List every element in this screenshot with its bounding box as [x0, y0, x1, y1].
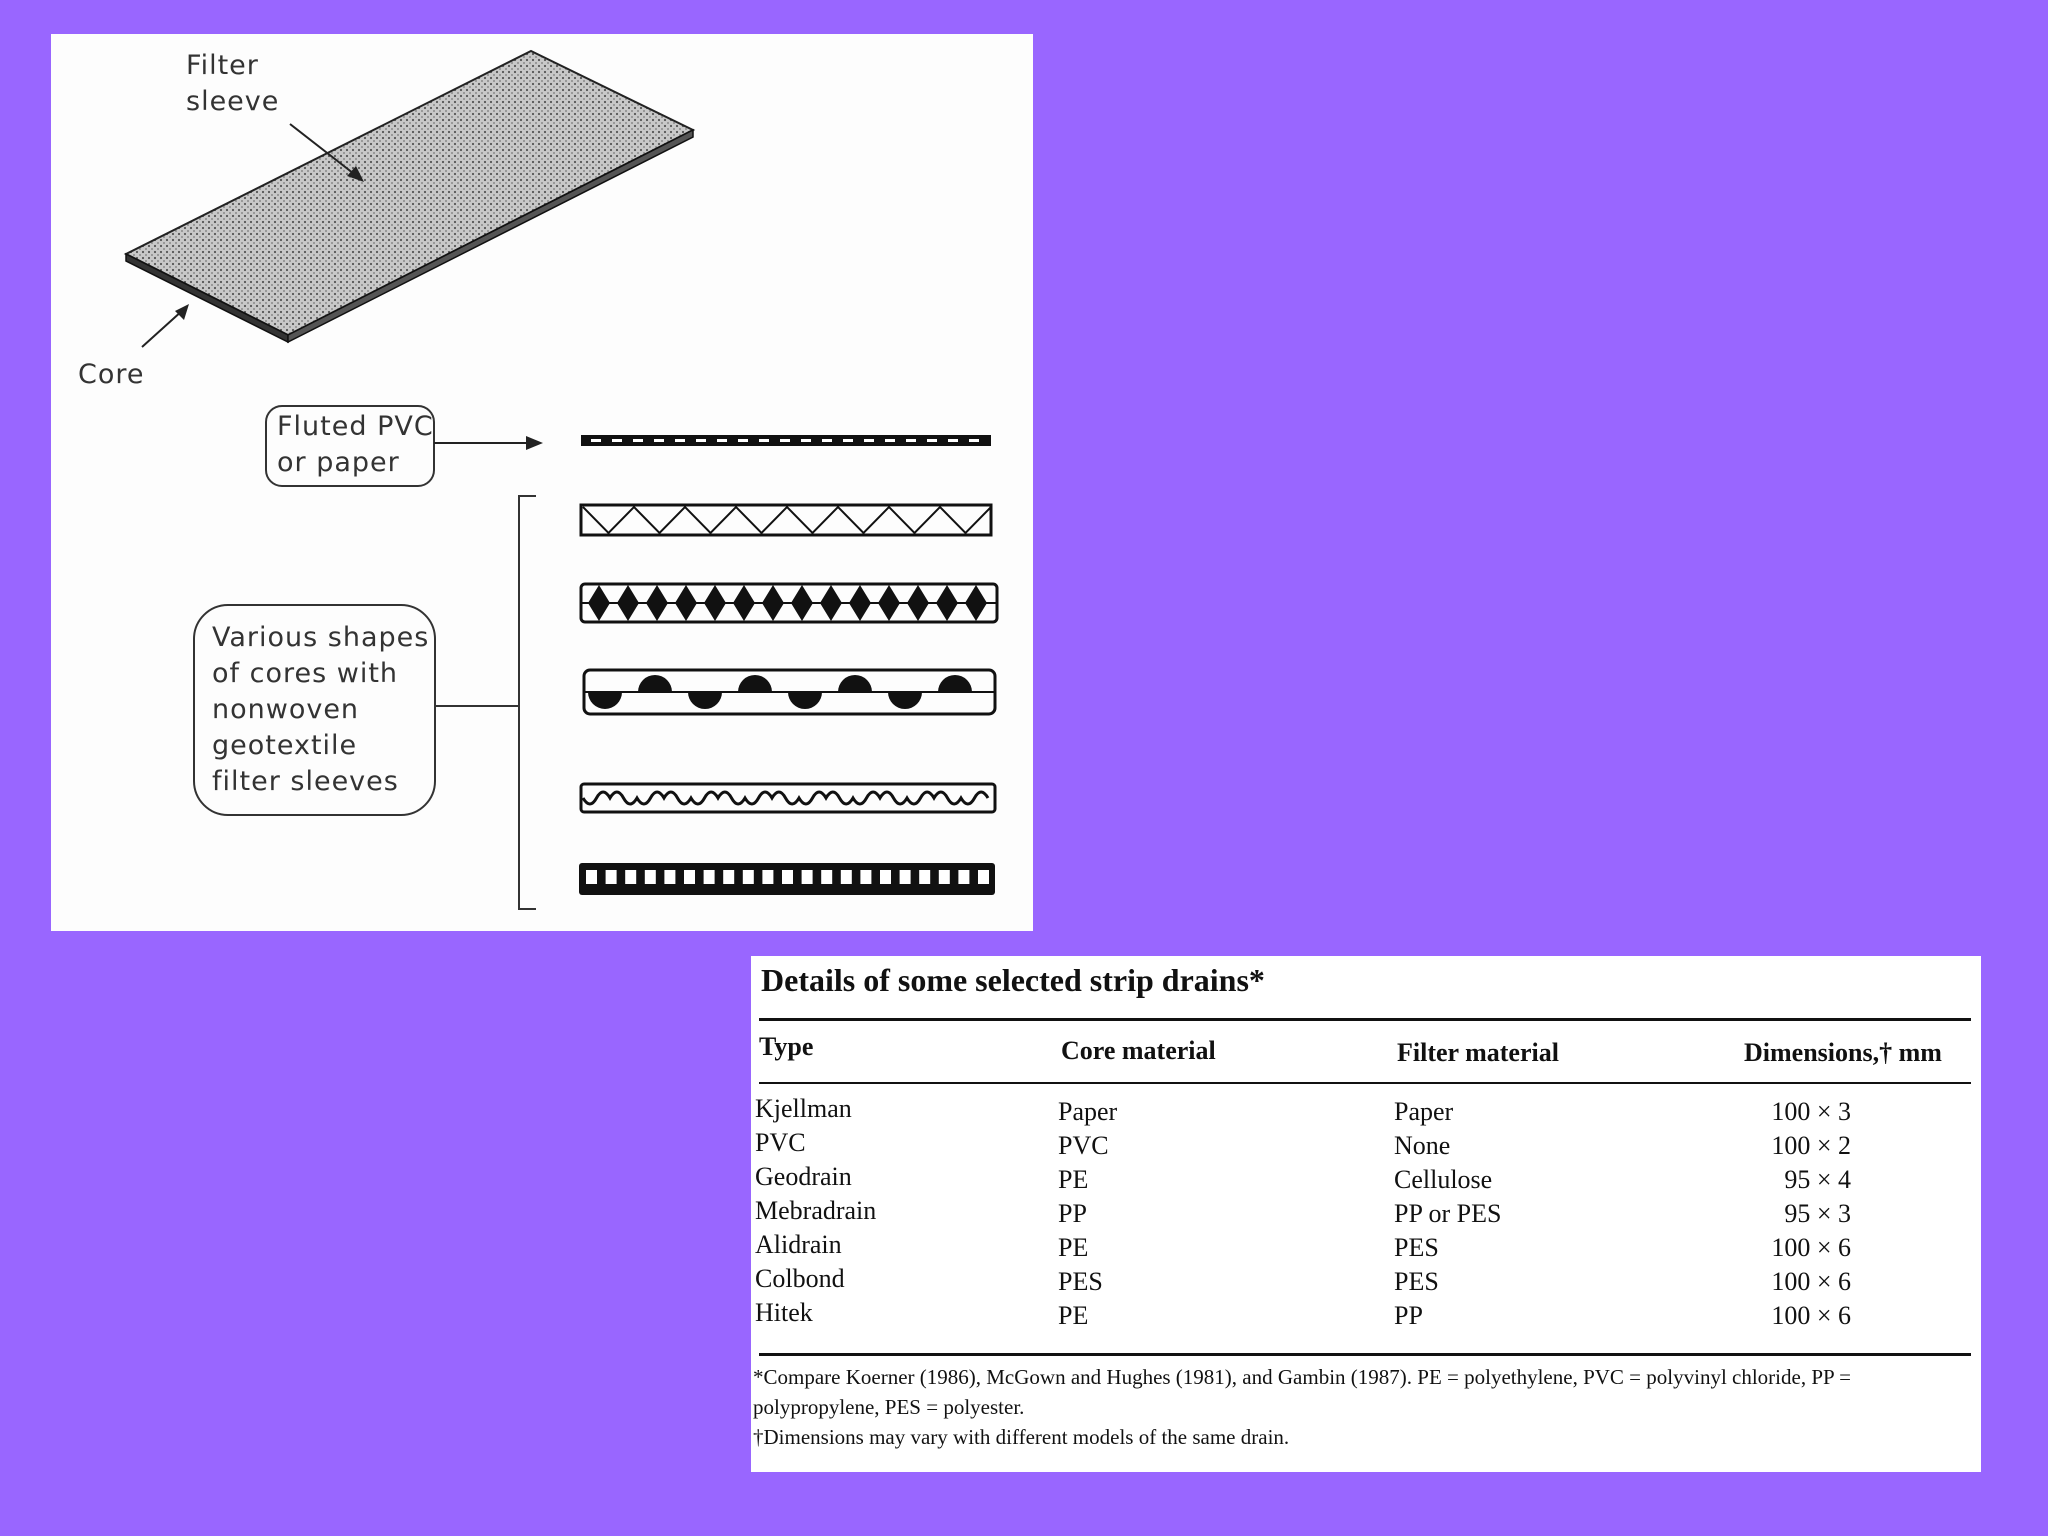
- semicircle-core-shape: [584, 670, 995, 714]
- zigzag-core-shape: [581, 505, 991, 535]
- fluted-core-shape: [581, 435, 991, 446]
- cell-dimensions: 100 × 6: [1771, 1267, 1851, 1296]
- cell-filter-material: Paper: [1394, 1097, 1454, 1126]
- table-title: Details of some selected strip drains*: [761, 962, 1265, 998]
- bottom-rule: [759, 1353, 1971, 1356]
- cell-core-material: PE: [1058, 1165, 1089, 1194]
- cell-type: Geodrain: [755, 1162, 852, 1191]
- cell-dimensions: 100 × 3: [1771, 1097, 1851, 1126]
- cell-filter-material: None: [1394, 1131, 1451, 1160]
- cell-filter-material: PES: [1394, 1267, 1439, 1296]
- strip-drain-figure: [51, 34, 1033, 931]
- cell-filter-material: PES: [1394, 1233, 1439, 1262]
- cell-dimensions: 95 × 4: [1784, 1165, 1851, 1194]
- cell-filter-material: PP or PES: [1394, 1199, 1502, 1228]
- cell-core-material: Paper: [1058, 1097, 1118, 1126]
- square-core-shape: [579, 863, 995, 895]
- strip-drain-drawing: [51, 34, 1033, 931]
- cell-dimensions: 100 × 6: [1771, 1233, 1851, 1262]
- header-rule: [759, 1082, 1971, 1084]
- core-bracket: [435, 496, 536, 909]
- cell-type: PVC: [755, 1128, 806, 1157]
- wave-core-shape: [581, 784, 995, 812]
- filter-sleeve-label: Filter sleeve: [186, 50, 280, 117]
- cell-core-material: PE: [1058, 1233, 1089, 1262]
- top-rule: [759, 1018, 1971, 1021]
- cell-filter-material: Cellulose: [1394, 1165, 1493, 1194]
- header-type: Type: [759, 1032, 814, 1061]
- fluted-arrow: [434, 436, 543, 450]
- strip-drains-table: [751, 956, 1981, 1472]
- cell-filter-material: PP: [1394, 1301, 1423, 1330]
- cell-type: Colbond: [755, 1264, 845, 1293]
- cell-type: Kjellman: [755, 1094, 852, 1123]
- cell-core-material: PES: [1058, 1267, 1103, 1296]
- cell-core-material: PVC: [1058, 1131, 1109, 1160]
- footnote-dimensions: †Dimensions may vary with different models of the same drain.: [753, 1425, 1290, 1449]
- cell-type: Alidrain: [755, 1230, 842, 1259]
- cell-core-material: PE: [1058, 1301, 1089, 1330]
- cell-dimensions: 100 × 6: [1771, 1301, 1851, 1330]
- footnote-abbreviations: *Compare Koerner (1986), McGown and Hughes (1981), and Gambin (1987). PE = polyethylene, PVC = polyvinyl chloride, PP = polypropylene, PES = polyester.: [753, 1365, 1851, 1419]
- cell-dimensions: 95 × 3: [1784, 1199, 1851, 1228]
- cell-dimensions: 100 × 2: [1771, 1131, 1851, 1160]
- header-filter-material: Filter material: [1397, 1038, 1559, 1067]
- header-dimensions: Dimensions,† mm: [1744, 1038, 1942, 1067]
- core-label: Core: [78, 359, 145, 390]
- fluted-label: Fluted PVC or paper: [277, 411, 434, 478]
- cell-type: Hitek: [755, 1298, 813, 1327]
- cell-type: Mebradrain: [755, 1196, 877, 1225]
- various-label: Various shapes of cores with nonwoven geotextile filter sleeves: [212, 622, 430, 797]
- cell-core-material: PP: [1058, 1199, 1087, 1228]
- diamond-core-shape: [581, 584, 997, 622]
- core-arrow: [142, 304, 189, 347]
- header-core-material: Core material: [1061, 1036, 1216, 1065]
